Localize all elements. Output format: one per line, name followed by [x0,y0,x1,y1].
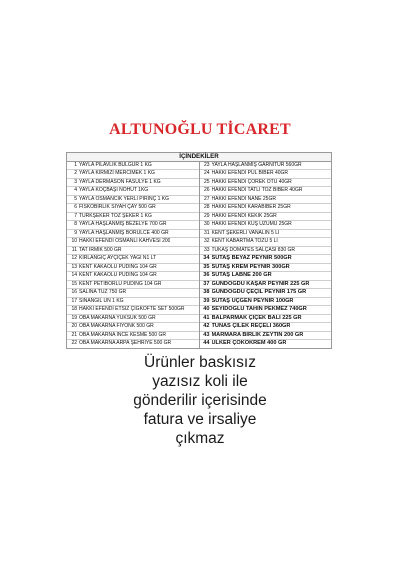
item-number: 6 [74,204,77,210]
table-row [200,230,332,239]
item-number: 2 [74,170,77,176]
item-label: SÜTAŞ BEYAZ PEYNİR 500GR [211,255,292,261]
table-row [200,281,332,290]
item-label: KENT KAKAOLU PUDING 104 GR [79,263,157,270]
item-number: 27 [203,195,210,202]
left-column [67,162,200,348]
table-row [67,323,199,332]
table-row [67,281,199,290]
item-label: ÜLKER ÇOKOKREM 400 GR [211,340,287,346]
item-label: SÜTAŞ ÜÇGEN PEYNİR 100GR [211,297,294,304]
item-label: OBA MAKARNA İNCE KESME 500 GR [79,331,166,338]
item-label: HAKKI EFENDİ ÇÖREK OTU 40GR [211,178,292,185]
item-label: HAKKI EFENDİ KARABİBER 25GR [211,204,291,210]
item-number: 4 [74,187,77,193]
item-number: 37 [203,280,210,287]
item-label: OBA MAKARNA FİYONK 500 GR [79,323,154,329]
table-row [67,187,199,196]
table-row [200,272,332,281]
item-number: 28 [203,204,210,210]
item-label: HAKKI EFENDİ KUŞ ÜZÜMÜ 25GR [211,221,292,227]
item-label: SÜTAŞ KREM PEYNİR 300GR [211,263,290,270]
table-row [200,298,332,307]
note-line: yazısız koli ile [152,373,248,390]
item-label: HAKKI EFENDİ KEKİK 25GR [211,212,277,219]
item-number: 36 [203,272,210,278]
item-label: TAT İRMİK 500 GR [79,246,122,253]
table-row [67,289,199,298]
item-number: 8 [74,221,77,227]
item-label: YAYLA HAŞLANMIŞ BÖRÜLCE 400 GR [79,229,169,236]
item-label: TUNAS ÇİLEK REÇELİ 360GR [211,323,291,329]
table-row [67,332,199,341]
note-line: gönderilir içerisinde [133,392,267,409]
item-number: 30 [203,221,210,227]
item-label: KENT PETİBÖRLÜ PUDİNG 104 GR [79,280,162,287]
item-number: 40 [203,306,210,312]
item-label: KENT ŞEKERLİ VANALİN 5 Lİ [211,229,280,236]
table-row [200,221,332,230]
table-row [200,306,332,315]
table-heading: İÇİNDEKİLER [67,153,331,162]
item-label: SİNANGİL UN 1 KG [79,297,124,304]
item-label: YAYLA KIRMIZI MERCİMEK 1 KG [79,170,155,176]
table-row [200,170,332,179]
item-number: 15 [71,280,77,287]
item-number: 39 [203,297,210,304]
table-row [200,289,332,298]
item-number: 7 [74,212,77,219]
table-row [200,323,332,332]
item-number: 44 [203,340,210,346]
item-number: 34 [203,255,210,261]
item-label: SÜTAŞ LABNE 200 GR [211,272,272,278]
item-number: 32 [203,238,210,244]
item-number: 5 [74,195,77,202]
table-row [67,170,199,179]
item-label: FİSKOBİRLİK SİYAH ÇAY 500 GR [79,204,156,210]
item-number: 9 [74,229,77,236]
item-number: 21 [71,331,77,338]
table-row [67,204,199,213]
right-column [200,162,332,348]
item-number: 33 [203,246,210,253]
table-row [200,340,332,348]
item-number: 12 [71,255,77,261]
item-label: GÜNDOĞDU KAŞAR PEYNİR 225 GR [211,280,310,287]
table-row [67,179,199,188]
item-number: 13 [71,263,77,270]
item-label: SEYİDOĞLU TAHİN PEKMEZ 740GR [211,306,307,312]
item-label: GÜNDOĞDU ÇEÇİL PEYNİR 175 GR [211,289,307,295]
item-number: 38 [203,289,210,295]
item-label: TÜRKŞEKER TOZ ŞEKER 1 KG [79,212,152,219]
table-row [67,230,199,239]
item-number: 41 [203,314,210,321]
note-line: fatura ve irsaliye [143,411,257,428]
table-row [67,213,199,222]
note-line: Ürünler baskısız [144,354,256,371]
item-number: 29 [203,212,210,219]
item-number: 1 [74,161,77,168]
item-number: 20 [71,323,77,329]
table-row [200,162,332,171]
item-number: 35 [203,263,210,270]
item-number: 18 [71,306,77,312]
table-row [67,298,199,307]
table-row [200,213,332,222]
table-row [200,315,332,324]
item-label: SALİNA TUZ 750 GR [79,289,127,295]
table-row [200,255,332,264]
item-number: 42 [203,323,210,329]
table-row [200,179,332,188]
table-row [200,187,332,196]
item-label: YAYLA HAŞLANMIŞ BEZELYE 700 GR [79,221,167,227]
table-row [200,238,332,247]
item-label: YAYLA DERMASON FASULYE 1 KG [79,178,161,185]
item-label: KENT KAKAOLU PUDING 104 GR [79,272,157,278]
item-number: 11 [71,246,77,253]
item-label: KENT KABARTMA TOZU 5 Lİ [211,238,278,244]
item-label: BALPARMAK ÇİÇEK BALI 225 GR [211,314,302,321]
table-row [200,204,332,213]
table-row [67,196,199,205]
item-label: HAKKI EFENDİ TATLI TOZ BİBER 40GR [211,187,303,193]
item-number: 19 [71,314,77,321]
item-number: 10 [71,238,77,244]
item-label: YAYLA KOÇBAŞI NOHUT 1KG [79,187,149,193]
table-row [67,264,199,273]
item-label: YAYLA HAŞLANMIŞ GARNİTÜR 560GR [211,161,302,168]
item-label: TUKAŞ DOMATES SALÇASI 830 GR [211,246,296,253]
item-number: 31 [203,229,210,236]
table-row [67,247,199,256]
table-row [67,306,199,315]
contents-table [66,152,332,349]
item-number: 17 [71,297,77,304]
item-label: YAYLA PİLAVLIK BULGUR 1 KG [79,161,152,168]
item-label: OBA MAKARNA ARPA ŞEHRİYE 500 GR [79,340,172,346]
note-line: çıkmaz [175,430,225,447]
shipping-note [0,353,400,448]
item-number: 43 [203,331,210,338]
item-number: 22 [71,340,77,346]
table-row [67,255,199,264]
item-number: 24 [203,170,210,176]
item-number: 23 [203,161,210,168]
item-number: 14 [71,272,77,278]
table-row [200,196,332,205]
item-label: HAKKI EFENDİ ETSİZ ÇİĞKÖFTE SET 500GR [79,306,185,312]
table-row [67,162,199,171]
table-row [67,221,199,230]
item-number: 16 [71,289,77,295]
table-row [67,238,199,247]
item-number: 26 [203,187,210,193]
table-row [200,332,332,341]
item-label: KIRLANGIÇ AYÇİÇEK YAĞI N1 LT [79,255,157,261]
item-number: 3 [74,178,77,185]
item-label: YAYLA OSMANCIK YERLİ PİRİNÇ 1 KG [79,195,170,202]
item-label: MARMARA BİRLİK ZEYTİN 200 GR [211,331,304,338]
item-label: HAKKI EFENDİ NANE 25GR [211,195,276,202]
table-row [67,340,199,348]
item-label: HAKKI EFENDİ OSMANLI KAHVESİ 200 [79,238,171,244]
table-row [67,315,199,324]
table-row [200,247,332,256]
item-number: 25 [203,178,210,185]
item-label: HAKKI EFENDİ PUL BİBER 40GR [211,170,289,176]
company-title: ALTUNOĞLU TİCARET [109,121,291,138]
item-label: OBA MAKARNA YÜKSÜK 500 GR [79,314,156,321]
table-row [200,264,332,273]
table-row [67,272,199,281]
